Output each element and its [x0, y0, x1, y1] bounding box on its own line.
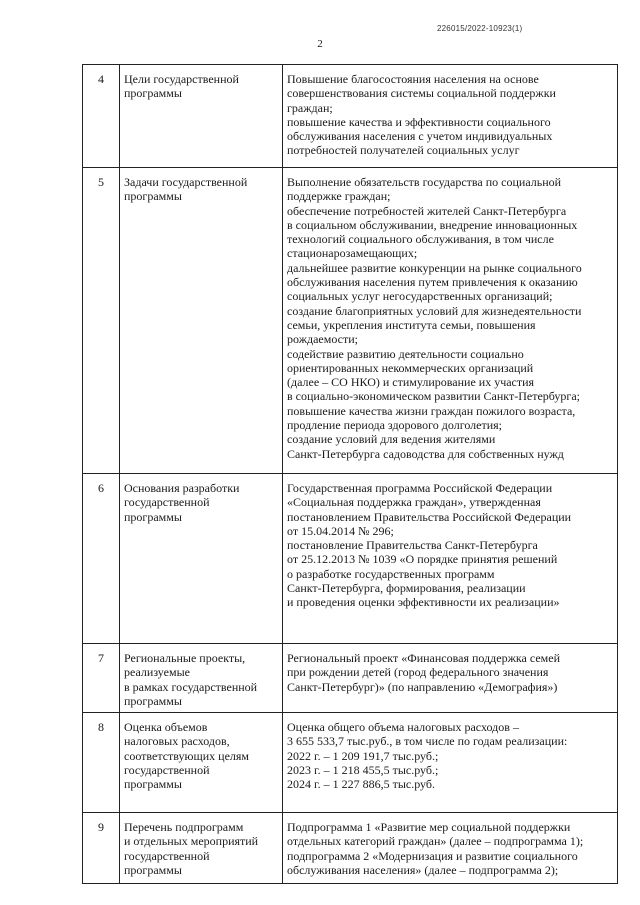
row-label	[120, 168, 283, 474]
row-value	[283, 474, 618, 644]
value-line: от 25.12.2013 № 1039 «О порядке принятия решений	[287, 552, 558, 567]
label-line: государственной	[124, 848, 210, 863]
row-label	[120, 474, 283, 644]
row-number: 6	[83, 474, 120, 644]
value-line: технологий социального обслуживания, в том числе	[287, 232, 554, 247]
label-line: государственной	[124, 763, 210, 778]
label-line: налоговых расходов,	[124, 734, 230, 749]
value-line: при рождении детей (город федерального значения	[287, 665, 549, 680]
value-line: ориентированных некоммерческих организаций	[287, 360, 534, 375]
value-line: Санкт-Петербурга, формирования, реализации	[287, 581, 526, 596]
value-line: продление периода здорового долголетия;	[287, 418, 502, 433]
table-row	[83, 644, 618, 713]
table-row	[83, 474, 618, 644]
value-line: обеспечение потребностей жителей Санкт-Петербурга	[287, 203, 567, 218]
value-line: Повышение благосостояния населения на основе	[287, 72, 539, 86]
value-line: от 15.04.2014 № 296;	[287, 523, 394, 538]
label-line: Основания разработки	[124, 481, 240, 495]
value-line: повышение качества и эффективности социального	[287, 114, 551, 129]
label-line: программы	[124, 86, 182, 101]
row-value	[283, 813, 618, 884]
value-line: граждан;	[287, 100, 333, 115]
table-row	[83, 168, 618, 474]
value-line: социальных услуг негосударственных организаций;	[287, 289, 553, 304]
label-line: Цели государственной	[124, 72, 239, 86]
value-line: обслуживания населения с учетом индивидуальных	[287, 129, 553, 144]
label-line: и отдельных мероприятий	[124, 834, 259, 849]
row-label	[120, 813, 283, 884]
value-line: рождаемости;	[287, 332, 358, 347]
row-label	[120, 644, 283, 713]
value-line: 2022 г. – 1 209 191,7 тыс.руб.;	[287, 748, 439, 763]
value-line: семьи, укрепления института семьи, повышения	[287, 317, 536, 332]
label-line: соответствующих целям	[124, 748, 250, 763]
value-line: Государственная программа Российской Федерации	[287, 481, 553, 495]
label-line: программы	[124, 693, 182, 708]
value-line: в социально-экономическом развитии Санкт-Петербурга;	[287, 389, 580, 404]
table-row	[83, 813, 618, 884]
label-line: реализуемые	[124, 665, 190, 680]
value-line: о разработке государственных программ	[287, 566, 495, 581]
label-line: Задачи государственной	[124, 175, 248, 189]
value-line: Региональный проект «Финансовая поддержка семей	[287, 651, 560, 665]
value-line: стационарозамещающих;	[287, 246, 418, 261]
row-number: 9	[83, 813, 120, 884]
label-line: в рамках государственной	[124, 679, 258, 694]
value-line: дальнейшее развитие конкуренции на рынке социального	[287, 260, 582, 275]
row-label	[120, 65, 283, 168]
value-line: Подпрограмма 1 «Развитие мер социальной поддержки	[287, 820, 571, 835]
row-number: 5	[83, 168, 120, 474]
value-line: Оценка общего объема налоговых расходов –	[287, 720, 519, 735]
value-line: (далее – СО НКО) и стимулирование их участия	[287, 375, 535, 390]
value-line: отдельных категорий граждан» (далее – подпрограмма 1);	[287, 834, 584, 849]
row-number: 7	[83, 644, 120, 713]
table-row	[83, 65, 618, 168]
row-number: 4	[83, 65, 120, 168]
value-line: в социальном обслуживании, внедрение инновационных	[287, 217, 578, 232]
label-line: Региональные проекты,	[124, 651, 246, 665]
label-line: государственной	[124, 495, 210, 510]
document-id: 226015/2022-10923(1)	[437, 24, 523, 33]
label-line: программы	[124, 509, 182, 524]
value-line: Санкт-Петербург)» (по направлению «Демография»)	[287, 679, 558, 694]
value-line: Санкт-Петербурга садоводства для собственных нужд	[287, 446, 564, 461]
program-passport-table	[82, 64, 618, 884]
value-line: совершенствования системы социальной поддержки	[287, 86, 556, 101]
value-line: и проведения оценки эффективности их реализации»	[287, 595, 560, 610]
value-line: содействие развитию деятельности социально	[287, 346, 524, 361]
value-line: 2023 г. – 1 218 455,5 тыс.руб.;	[287, 763, 439, 778]
page-number: 2	[317, 38, 323, 50]
value-line: обслуживания населения» (далее – подпрограмма 2);	[287, 863, 559, 878]
value-line: повышение качества жизни граждан пожилого возраста,	[287, 403, 576, 418]
row-value	[283, 713, 618, 813]
value-line: создание условий для ведения жителями	[287, 432, 496, 447]
value-line: постановлением Правительства Российской Федерации	[287, 509, 572, 524]
label-line: программы	[124, 777, 182, 792]
value-line: поддержке граждан;	[287, 189, 391, 204]
row-value	[283, 644, 618, 713]
label-line: программы	[124, 189, 182, 204]
row-label	[120, 713, 283, 813]
row-value	[283, 65, 618, 168]
value-line: «Социальная поддержка граждан», утвержденная	[287, 495, 541, 510]
value-line: 3 655 533,7 тыс.руб., в том числе по годам реализации:	[287, 734, 568, 749]
value-line: постановление Правительства Санкт-Петербурга	[287, 538, 538, 553]
value-line: обслуживания населения путем привлечения к оказанию	[287, 275, 578, 290]
label-line: программы	[124, 863, 182, 878]
label-line: Перечень подпрограмм	[124, 820, 244, 835]
value-line: 2024 г. – 1 227 886,5 тыс.руб.	[287, 777, 435, 792]
value-line: подпрограмма 2 «Модернизация и развитие социального	[287, 848, 578, 863]
row-value	[283, 168, 618, 474]
value-line: потребностей получателей социальных услуг	[287, 143, 520, 158]
row-number: 8	[83, 713, 120, 813]
table-row	[83, 713, 618, 813]
value-line: создание благоприятных условий для жизнедеятельности	[287, 303, 582, 318]
label-line: Оценка объемов	[124, 720, 208, 735]
value-line: Выполнение обязательств государства по социальной	[287, 175, 562, 189]
